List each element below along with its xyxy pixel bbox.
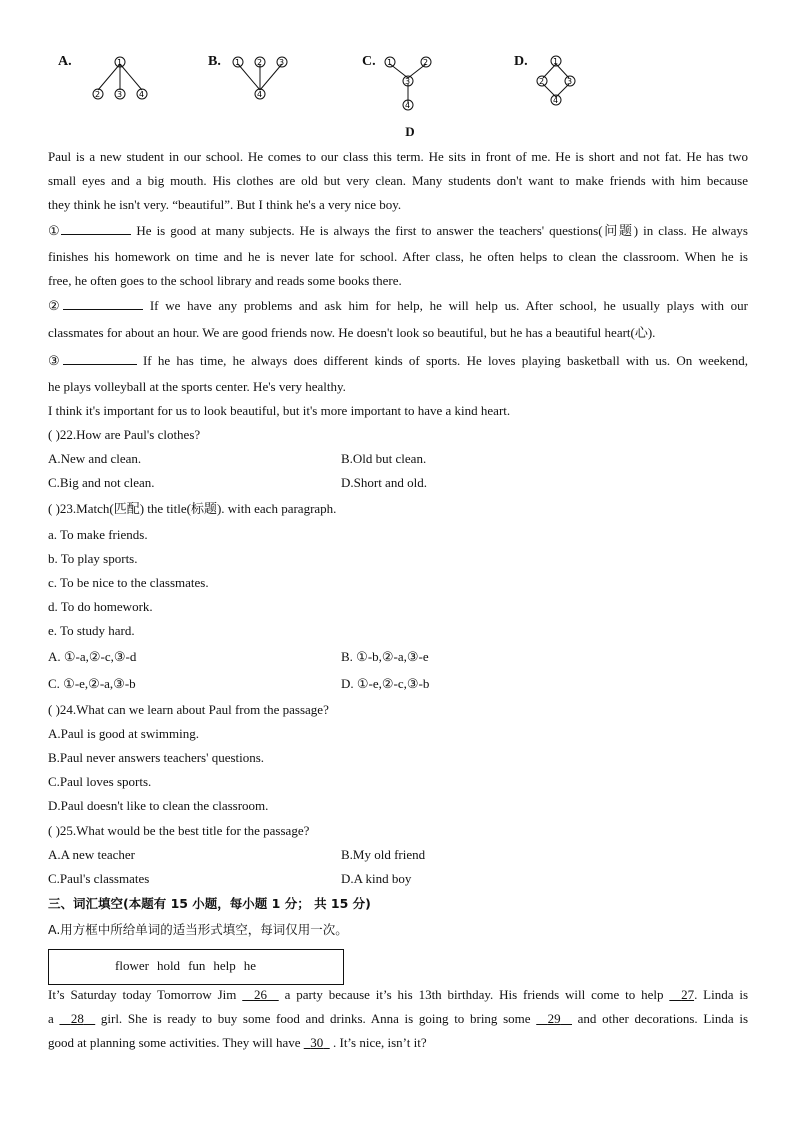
- word-4: help: [213, 958, 236, 973]
- node-3: 3: [117, 90, 123, 99]
- option-letter-b: B.: [208, 54, 221, 69]
- node-2: 2: [539, 77, 545, 86]
- question-22-option-d[interactable]: D.Short and old.: [341, 475, 427, 490]
- question-22-option-c[interactable]: C.Big and not clean.: [48, 475, 155, 490]
- title-item-c: c. To be nice to the classmates.: [48, 575, 209, 590]
- question-25-option-b[interactable]: B.My old friend: [341, 847, 426, 862]
- cloze-text-1b: a party because it’s his 13th birthday. His friends will come to help: [278, 987, 670, 1002]
- paragraph-3-text: If he has time, he always does different kinds of sports. He loves playing basketball with us. On weekend,: [142, 353, 749, 368]
- cloze-text-2b: girl. She is ready to buy some food and drinks. Anna is going to bring some: [95, 1011, 537, 1026]
- node-4: 4: [139, 90, 145, 99]
- tree-diagram-c: [378, 50, 488, 114]
- node-1: 1: [235, 58, 241, 67]
- question-23-option-a[interactable]: A. ①-a,②-c,③-d: [48, 649, 137, 664]
- question-25-option-c[interactable]: C.Paul's classmates: [48, 871, 150, 886]
- passage-intro-line-1: Paul is a new student in our school. He comes to our class this term. He sits in front of me. He is short and not fat. He has two: [48, 149, 748, 164]
- paragraph-1-text: He is good at many subjects. He is always the first to answer the teachers' questions(问题) in class. He always: [136, 223, 748, 238]
- node-3: 3: [567, 77, 573, 86]
- question-23-stem: ( )23.Match(匹配) the title(标题). with each paragraph.: [48, 501, 337, 516]
- tree-diagram-d: [534, 50, 644, 114]
- paragraph-1-line-2: finishes his homework on time and he is never late for school. After class, he often helps to clean the classroom. When he is: [48, 249, 748, 264]
- word-3: fun: [188, 958, 206, 973]
- option-letter-d: D.: [514, 54, 528, 69]
- paragraph-3-line-2: he plays volleyball at the sports center. He's very healthy.: [48, 379, 346, 394]
- question-24-option-c[interactable]: C.Paul loves sports.: [48, 774, 152, 789]
- question-23-option-c[interactable]: C. ①-e,②-a,③-b: [48, 676, 136, 691]
- question-24-stem: ( )24.What can we learn about Paul from the passage?: [48, 702, 329, 717]
- blank-27[interactable]: 27: [681, 987, 695, 1002]
- passage-conclusion: I think it's important for us to look beautiful, but it's more important to have a kind heart.: [48, 403, 511, 418]
- paragraph-1-line-3: free, he often goes to the school library and reads some books there.: [48, 273, 402, 288]
- question-22-stem: ( )22.How are Paul's clothes?: [48, 427, 201, 442]
- blank-3[interactable]: [63, 364, 137, 365]
- section-3-instructions: A.用方框中所给单词的适当形式填空，每词仅用一次。: [48, 922, 348, 937]
- question-22-option-a[interactable]: A.New and clean.: [48, 451, 142, 466]
- blank-2[interactable]: [63, 309, 143, 310]
- node-1: 1: [553, 57, 559, 66]
- cloze-text-1c: . Linda is: [694, 987, 749, 1002]
- node-2: 2: [423, 58, 429, 67]
- title-item-b: b. To play sports.: [48, 551, 138, 566]
- cloze-text-2c: and other decorations. Linda is: [571, 1011, 749, 1026]
- marker-2: ②: [48, 298, 64, 313]
- node-4: 4: [257, 90, 263, 99]
- tree-diagram-a: [78, 50, 188, 110]
- blank-28[interactable]: 28: [70, 1011, 84, 1026]
- cloze-text-3b: . It’s nice, isn’t it?: [329, 1035, 427, 1050]
- node-1: 1: [117, 58, 123, 67]
- cloze-line-1: [48, 986, 748, 1004]
- option-letter-c: C.: [362, 54, 376, 69]
- paragraph-2-text: If we have any problems and ask him for help, he will help us. After school, he usually plays with our: [149, 298, 749, 313]
- blank-26[interactable]: 26: [253, 987, 267, 1002]
- question-23-option-d[interactable]: D. ①-e,②-c,③-b: [341, 676, 430, 691]
- marker-1: ①: [48, 223, 62, 238]
- paragraph-2-line-1: [48, 297, 748, 315]
- word-1: flower: [115, 958, 149, 973]
- title-item-a: a. To make friends.: [48, 527, 148, 542]
- question-22-option-b[interactable]: B.Old but clean.: [341, 451, 427, 466]
- node-1: 1: [387, 58, 393, 67]
- marker-3: ③: [48, 353, 63, 368]
- diagram-options: [50, 50, 750, 120]
- blank-1[interactable]: [61, 234, 131, 235]
- title-item-d: d. To do homework.: [48, 599, 153, 614]
- question-24-option-a[interactable]: A.Paul is good at swimming.: [48, 726, 199, 741]
- section-3-heading: 三、词汇填空(本题有 15 小题，每小题 1 分； 共 15 分): [48, 896, 371, 911]
- node-2: 2: [95, 90, 101, 99]
- question-23-option-b[interactable]: B. ①-b,②-a,③-e: [341, 649, 429, 664]
- question-24-option-b[interactable]: B.Paul never answers teachers' questions.: [48, 750, 265, 765]
- word-list: [115, 958, 256, 974]
- node-3: 3: [405, 77, 411, 86]
- node-4: 4: [553, 96, 559, 105]
- cloze-line-3: [48, 1034, 748, 1052]
- passage-intro-line-2: small eyes and a big mouth. His clothes are old but very clean. Many students don't want to make friends with him because: [48, 173, 748, 188]
- question-25-option-d[interactable]: D.A kind boy: [341, 871, 412, 886]
- option-letter-a: A.: [58, 54, 72, 69]
- word-5: he: [243, 958, 257, 973]
- title-item-e: e. To study hard.: [48, 623, 135, 638]
- question-24-option-d[interactable]: D.Paul doesn't like to clean the classroom.: [48, 798, 269, 813]
- node-4: 4: [405, 101, 411, 110]
- tree-diagram-b: [228, 50, 338, 110]
- passage-intro-line-3: they think he isn't very. “beautiful”. But I think he's a very nice boy.: [48, 197, 402, 212]
- blank-30[interactable]: 30: [310, 1035, 324, 1050]
- blank-29[interactable]: 29: [547, 1011, 561, 1026]
- cloze-text-3a: good at planning some activities. They will have: [48, 1035, 304, 1050]
- paragraph-3-line-1: [48, 352, 748, 370]
- word-box: [48, 949, 344, 985]
- question-25-option-a[interactable]: A.A new teacher: [48, 847, 135, 862]
- word-2: hold: [156, 958, 181, 973]
- question-25-stem: ( )25.What would be the best title for the passage?: [48, 823, 310, 838]
- node-2: 2: [257, 58, 263, 67]
- paragraph-1-line-1: [48, 222, 748, 240]
- cloze-text-2a: a: [48, 1011, 60, 1026]
- cloze-text-1a: It’s Saturday today Tomorrow Jim: [48, 987, 243, 1002]
- answer-label: D: [405, 124, 415, 139]
- paragraph-2-line-2: classmates for about an hour. We are good friends now. He doesn't look so beautiful, but he has a beautiful heart(心).: [48, 325, 656, 340]
- node-3: 3: [279, 58, 285, 67]
- cloze-line-2: [48, 1010, 748, 1028]
